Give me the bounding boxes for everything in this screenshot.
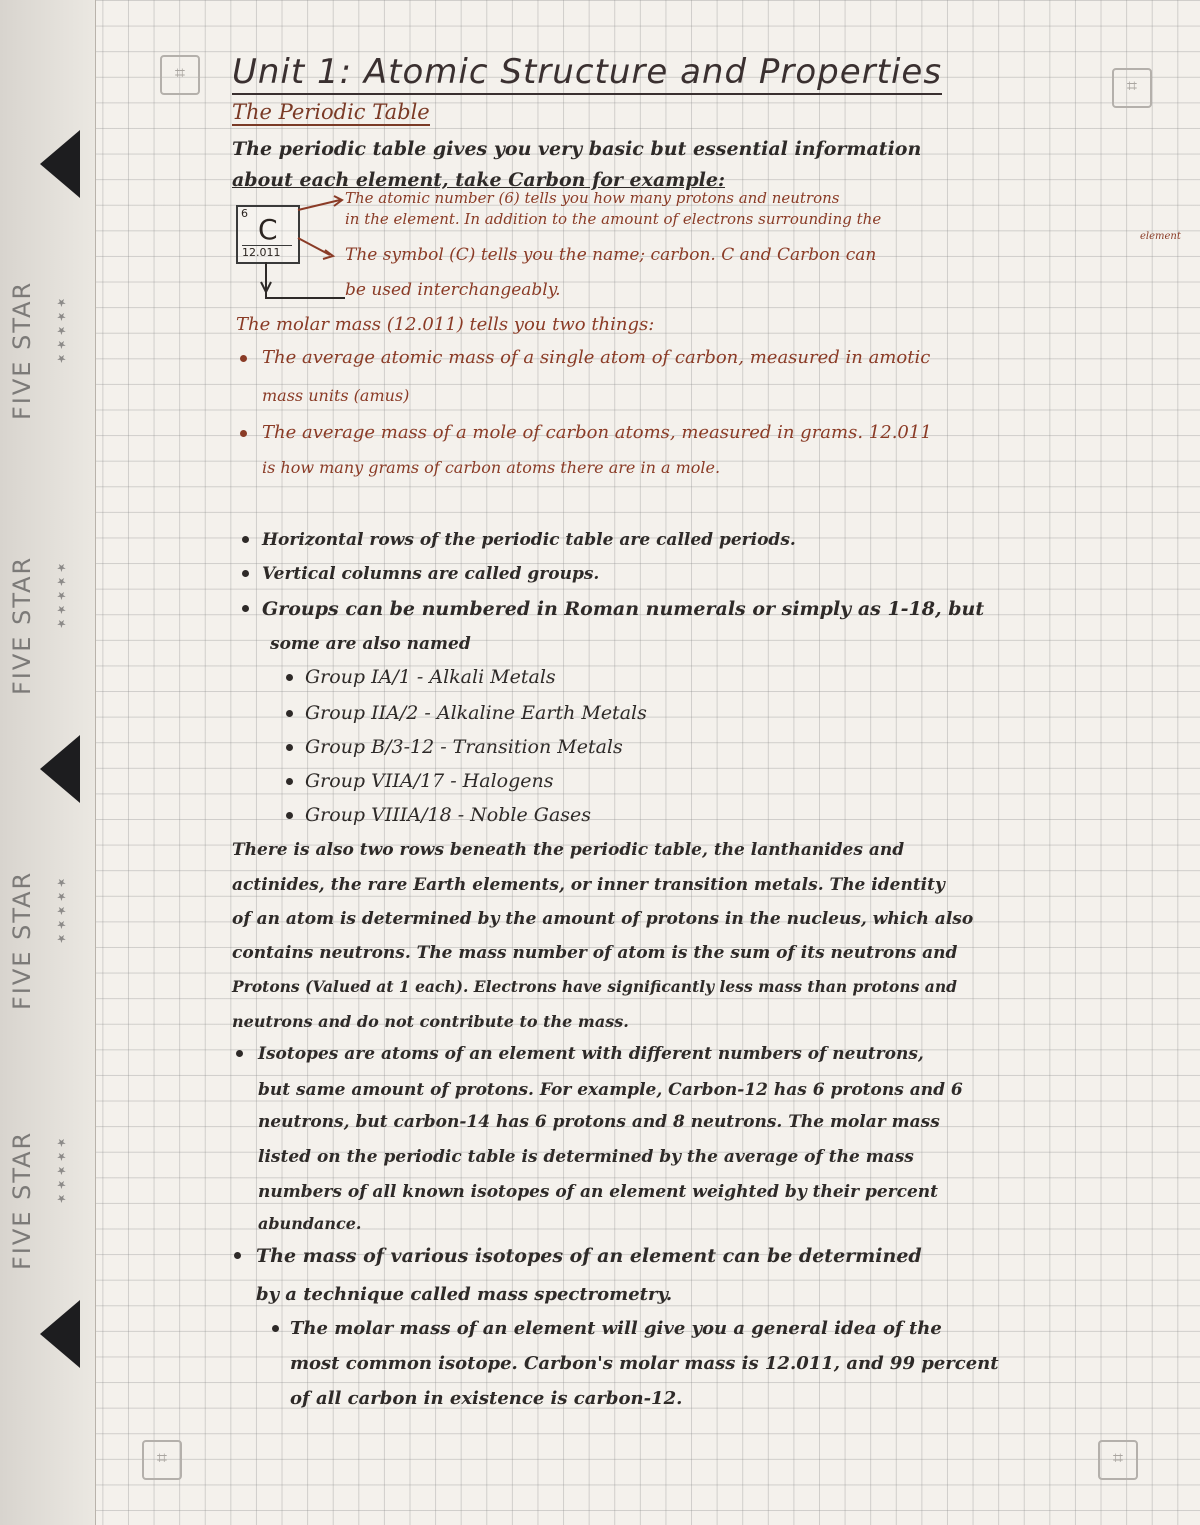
bullet-dot [240, 355, 247, 362]
molar-bullet-text: The average mass of a mole of carbon atoms, measured in grams. 12.011 [262, 422, 932, 443]
page-title: Unit 1: Atomic Structure and Properties [232, 52, 942, 95]
atomic-number-note: element [1140, 231, 1181, 242]
table-bullet: Horizontal rows of the periodic table are called periods. [262, 530, 796, 550]
binder-tab-middle [40, 735, 80, 803]
group-item: Group IIA/2 - Alkaline Earth Metals [305, 702, 647, 724]
isotope-line: abundance. [258, 1214, 362, 1233]
bullet-dot [286, 710, 293, 717]
table-bullet: Groups can be numbered in Roman numerals or simply as 1-18, but [262, 598, 985, 620]
symbol-note: The symbol (C) tells you the name; carbon. C and Carbon can [345, 245, 877, 265]
brand-logo: FIVE STAR [8, 1130, 36, 1270]
atomic-number-note: The atomic number (6) tells you how many protons and neutrons [345, 189, 840, 207]
isotope-line: but same amount of protons. For example, Carbon-12 has 6 protons and 6 [258, 1080, 963, 1100]
sub-bullet-line: of all carbon in existence is carbon-12. [290, 1388, 683, 1409]
sub-bullet-line: most common isotope. Carbon's molar mass is 12.011, and 99 percent [290, 1353, 999, 1374]
brand-logo: FIVE STAR [8, 280, 36, 420]
corner-mark-icon: ⌗ [1098, 1440, 1138, 1480]
bullet-dot [286, 778, 293, 785]
intro-line: about each element, take Carbon for example: [232, 169, 725, 191]
isotope-line: neutrons, but carbon-14 has 6 protons and 8 neutrons. The molar mass [258, 1112, 940, 1132]
brand-stars: ★★★★★ [55, 560, 68, 630]
bullet-dot [286, 674, 293, 681]
spectrometry-line: The mass of various isotopes of an element can be determined [256, 1245, 922, 1267]
group-item: Group IA/1 - Alkali Metals [305, 666, 556, 688]
corner-mark-icon: ⌗ [1112, 68, 1152, 108]
bullet-dot [242, 536, 249, 543]
brand-stars: ★★★★★ [55, 875, 68, 945]
paragraph-line: There is also two rows beneath the periodic table, the lanthanides and [232, 840, 905, 860]
isotope-line: numbers of all known isotopes of an element weighted by their percent [258, 1182, 939, 1202]
corner-mark-icon: ⌗ [160, 55, 200, 95]
molar-bullet-text: is how many grams of carbon atoms there are in a mole. [262, 458, 721, 477]
atomic-number-note: in the element. In addition to the amount of electrons surrounding the [345, 210, 882, 228]
brand-logo: FIVE STAR [8, 870, 36, 1010]
bullet-dot [286, 744, 293, 751]
brand-logo: FIVE STAR [8, 555, 36, 695]
annotation-arrows [0, 0, 1200, 320]
section-heading: The Periodic Table [232, 100, 430, 124]
bullet-dot [286, 812, 293, 819]
group-item: Group VIIA/17 - Halogens [305, 770, 554, 792]
molar-bullet-text: The average atomic mass of a single atom of carbon, measured in amotic [262, 347, 931, 368]
corner-mark-icon: ⌗ [142, 1440, 182, 1480]
atomic-number: 6 [241, 207, 248, 220]
isotope-line: listed on the periodic table is determined by the average of the mass [258, 1147, 914, 1167]
bullet-dot [240, 430, 247, 437]
paragraph-line: contains neutrons. The mass number of atom is the sum of its neutrons and [232, 943, 958, 963]
group-item: Group VIIIA/18 - Noble Gases [305, 804, 592, 826]
intro-line: The periodic table gives you very basic but essential information [232, 138, 922, 160]
group-item: Group B/3-12 - Transition Metals [305, 736, 623, 758]
paragraph-line: Protons (Valued at 1 each). Electrons have significantly less mass than protons and [232, 977, 957, 996]
bullet-dot [234, 1252, 241, 1259]
sub-bullet-line: The molar mass of an element will give you a general idea of the [290, 1318, 942, 1339]
bullet-dot [242, 605, 249, 612]
bullet-dot [236, 1050, 243, 1057]
bullet-dot [242, 570, 249, 577]
bullet-dot [272, 1325, 279, 1332]
spectrometry-line: by a technique called mass spectrometry. [256, 1284, 673, 1305]
brand-stars: ★★★★★ [55, 1135, 68, 1205]
molar-bullet-text: mass units (amus) [262, 386, 410, 405]
paragraph-line: neutrons and do not contribute to the mass. [232, 1012, 629, 1031]
brand-stars: ★★★★★ [55, 295, 68, 365]
element-symbol: C [258, 213, 278, 246]
molar-mass: 12.011 [242, 245, 292, 259]
paragraph-line: actinides, the rare Earth elements, or inner transition metals. The identity [232, 875, 945, 895]
table-bullet: Vertical columns are called groups. [262, 564, 600, 584]
molar-mass-intro: The molar mass (12.011) tells you two things: [236, 314, 655, 335]
symbol-note: be used interchangeably. [345, 280, 561, 300]
isotope-line: Isotopes are atoms of an element with different numbers of neutrons, [258, 1044, 924, 1064]
paragraph-line: of an atom is determined by the amount of protons in the nucleus, which also [232, 909, 974, 929]
table-bullet-continued: some are also named [270, 634, 471, 654]
binder-tab-bottom [40, 1300, 80, 1368]
